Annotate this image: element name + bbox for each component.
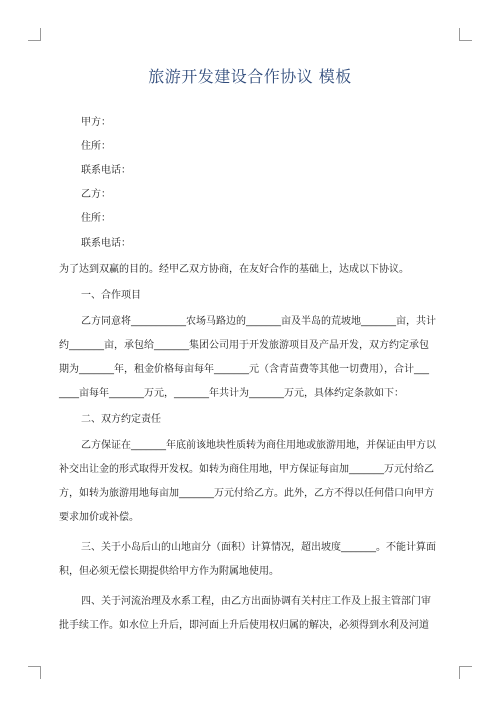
crop-mark-top-left (28, 28, 41, 41)
section-2-line: 补交出让金的形式取得开发权。如转为商住用地，甲方保证每亩加_______万元付给乙 (59, 464, 434, 475)
intro-paragraph: 为了达到双赢的目的。经甲乙双方协商，在友好合作的基础上，达成以下协议。 (59, 264, 409, 275)
section-2-heading: 二、双方约定责任 (81, 414, 161, 425)
crop-mark-bottom-left (28, 666, 41, 679)
section-1-line: 约_______亩，承包给_______集团公司用于开发旅游项目及产品开发，双方约定承包 (59, 340, 429, 351)
section-4-line: 批手续工作。如水位上升后，即河面上升后使用权归属的解决，必须得到水利及河道 (59, 620, 429, 631)
section-4-line: 四、关于河流治理及水系工程，由乙方出面协调有关村庄工作及上报主管部门审 (81, 596, 431, 607)
party-a-address: 住所： (81, 141, 111, 152)
party-b-phone: 联系电话： (81, 238, 131, 249)
section-2-line: 方，如转为旅游用地每亩加_______万元付给乙方。此外，乙方不得以任何借口向甲方 (59, 488, 434, 499)
section-1-line: 期为_______年，租金价格每亩每年_______元（含青苗费等其他一切费用），合计___ (59, 364, 429, 375)
section-3-line: 三、关于小岛后山的山地亩分（面积）计算情况，超出坡度_______。不能计算面 (81, 542, 436, 553)
section-1-line: 乙方同意将___________农场马路边的_______亩及半岛的荒坡地_______亩，共计 (81, 316, 436, 327)
crop-mark-bottom-right (459, 666, 472, 679)
party-b-label: 乙方： (81, 189, 111, 200)
section-2-line: 乙方保证在_______年底前该地块性质转为商住用地或旅游用地，并保证由甲方以 (81, 440, 436, 451)
section-1-heading: 一、合作项目 (81, 290, 141, 301)
party-a-phone: 联系电话： (81, 165, 131, 176)
section-2-line: 要求加价或补偿。 (59, 512, 139, 523)
section-1-line: ____亩每年_______万元，_______年共计为_______万元，具体约定条款如下： (59, 388, 404, 399)
crop-mark-top-right (459, 28, 472, 41)
section-3-line: 积，但必须无偿长期提供给甲方作为附属地使用。 (59, 566, 279, 577)
party-a-label: 甲方： (81, 117, 111, 128)
document-title: 旅游开发建设合作协议 模板 (148, 67, 352, 86)
party-b-address: 住所： (81, 213, 111, 224)
